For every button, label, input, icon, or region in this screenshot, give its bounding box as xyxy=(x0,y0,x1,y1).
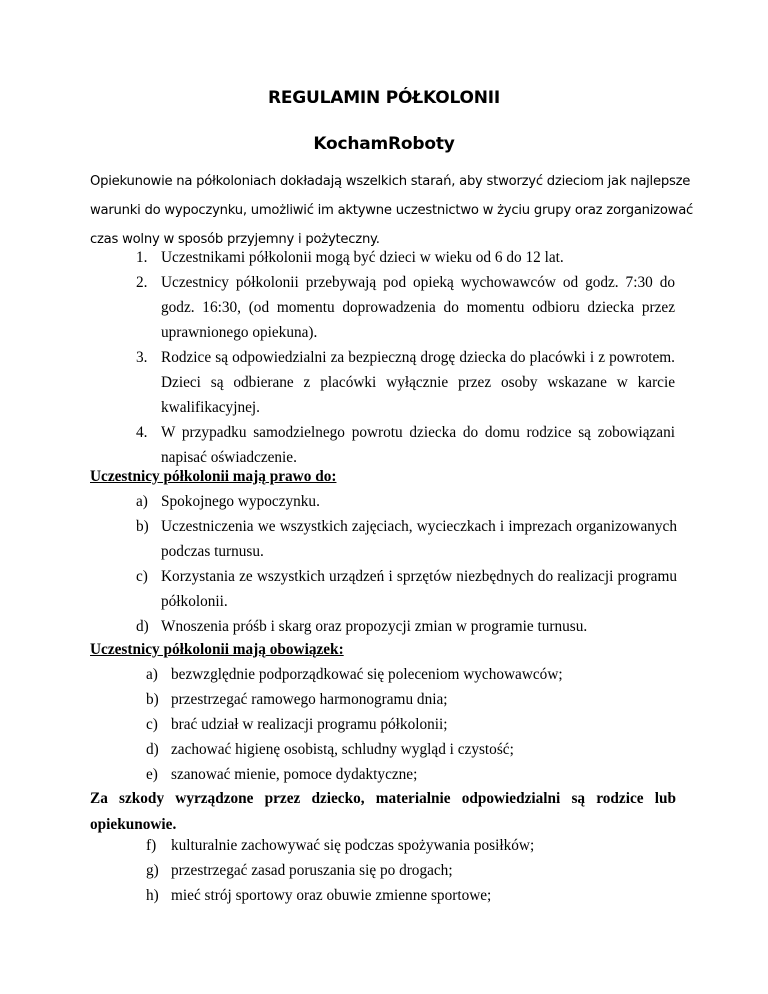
list-item xyxy=(136,489,677,514)
list-marker: 4. xyxy=(136,424,148,441)
rule-item xyxy=(136,345,675,420)
rule-text: Rodzice są odpowiedzialni za bezpieczną drogę dziecka do placówki i z powrotem. xyxy=(161,349,675,366)
rights-list xyxy=(136,489,677,639)
rule-text: Uczestnikami półkolonii mogą być dzieci w wieku od 6 do 12 lat. xyxy=(161,249,564,266)
list-marker: e) xyxy=(146,766,158,783)
list-item-text: kulturalnie zachowywać się podczas spożywania posiłków; xyxy=(171,837,535,854)
intro-line: czas wolny w sposób przyjemny i pożyteczny. xyxy=(90,232,380,247)
document-title: REGULAMIN PÓŁKOLONII xyxy=(267,88,501,108)
list-item xyxy=(146,883,671,908)
rule-text: napisać oświadczenie. xyxy=(161,449,297,466)
list-marker: b) xyxy=(146,691,159,708)
list-marker: 1. xyxy=(136,249,148,266)
intro-paragraph xyxy=(90,167,694,254)
rule-text: kwalifikacyjnej. xyxy=(161,399,260,416)
list-marker: 2. xyxy=(136,274,148,291)
rule-text: Uczestnicy półkolonii przebywają pod opieką wychowawców od godz. 7:30 do xyxy=(161,274,675,291)
list-item-text: brać udział w realizacji programu półkolonii; xyxy=(171,716,448,733)
duties-list-continued xyxy=(146,833,671,908)
list-item-text: Uczestniczenia we wszystkich zajęciach, wycieczkach i imprezach organizowanych xyxy=(161,518,677,535)
list-marker: d) xyxy=(136,618,149,635)
list-item-text: Korzystania ze wszystkich urządzeń i sprzętów niezbędnych do realizacji programu xyxy=(161,568,677,585)
list-marker: a) xyxy=(146,666,158,683)
rights-heading: Uczestnicy półkolonii mają prawo do: xyxy=(90,468,337,485)
list-marker: c) xyxy=(136,568,148,585)
list-item-text: półkolonii. xyxy=(161,593,228,610)
list-marker: g) xyxy=(146,862,159,879)
list-item xyxy=(146,833,671,858)
list-item xyxy=(136,614,677,639)
rule-text: W przypadku samodzielnego powrotu dziecka do domu rodzice są zobowiązani xyxy=(161,424,675,441)
intro-line: warunki do wypoczynku, umożliwić im aktywne uczestnictwo w życiu grupy oraz zorganizować xyxy=(90,203,694,218)
list-item-text: Spokojnego wypoczynku. xyxy=(161,493,320,510)
list-item-text: przestrzegać zasad poruszania się po drogach; xyxy=(171,862,453,879)
list-marker: c) xyxy=(146,716,158,733)
numbered-rules-list xyxy=(136,245,675,470)
list-item xyxy=(146,737,671,762)
list-item xyxy=(146,762,671,787)
list-marker: b) xyxy=(136,518,149,535)
duties-heading: Uczestnicy półkolonii mają obowiązek: xyxy=(90,641,344,658)
list-marker: f) xyxy=(146,837,157,854)
list-marker: a) xyxy=(136,493,148,510)
intro-line: Opiekunowie na półkoloniach dokładają wszelkich starań, aby stworzyć dzieciom jak najlepsze xyxy=(90,174,691,189)
list-item-text: bezwzględnie podporządkować się poleceniom wychowawców; xyxy=(171,666,563,683)
list-item xyxy=(146,662,671,687)
rule-text: godz. 16:30, (od momentu doprowadzenia do momentu odbioru dziecka przez xyxy=(161,299,675,316)
damages-line: Za szkody wyrządzone przez dziecko, materialnie odpowiedzialni są rodzice lub xyxy=(90,790,676,807)
list-marker: 3. xyxy=(136,349,148,366)
rule-item xyxy=(136,270,675,345)
list-item-text: szanować mienie, pomoce dydaktyczne; xyxy=(171,766,418,783)
list-item-text: przestrzegać ramowego harmonogramu dnia; xyxy=(171,691,448,708)
duties-list xyxy=(146,662,671,787)
list-item-text: zachować higienę osobistą, schludny wygląd i czystość; xyxy=(171,741,514,758)
list-item xyxy=(136,514,677,564)
list-item-text: Wnoszenia próśb i skarg oraz propozycji zmian w programie turnusu. xyxy=(161,618,588,635)
list-item xyxy=(146,687,671,712)
list-item-text: podczas turnusu. xyxy=(161,543,264,560)
rule-text: Dzieci są odbierane z placówki wyłącznie przez osoby wskazane w karcie xyxy=(161,374,675,391)
list-item xyxy=(146,858,671,883)
document-subtitle: KochamRoboty xyxy=(313,134,455,154)
list-marker: d) xyxy=(146,741,159,758)
rule-item xyxy=(136,420,675,470)
rule-item xyxy=(136,245,675,270)
list-item xyxy=(146,712,671,737)
rule-text: uprawnionego opiekuna). xyxy=(161,324,318,341)
list-item-text: mieć strój sportowy oraz obuwie zmienne sportowe; xyxy=(171,887,492,904)
damages-line: opiekunowie. xyxy=(90,816,177,833)
damages-paragraph xyxy=(90,786,676,838)
list-item xyxy=(136,564,677,614)
list-marker: h) xyxy=(146,887,159,904)
